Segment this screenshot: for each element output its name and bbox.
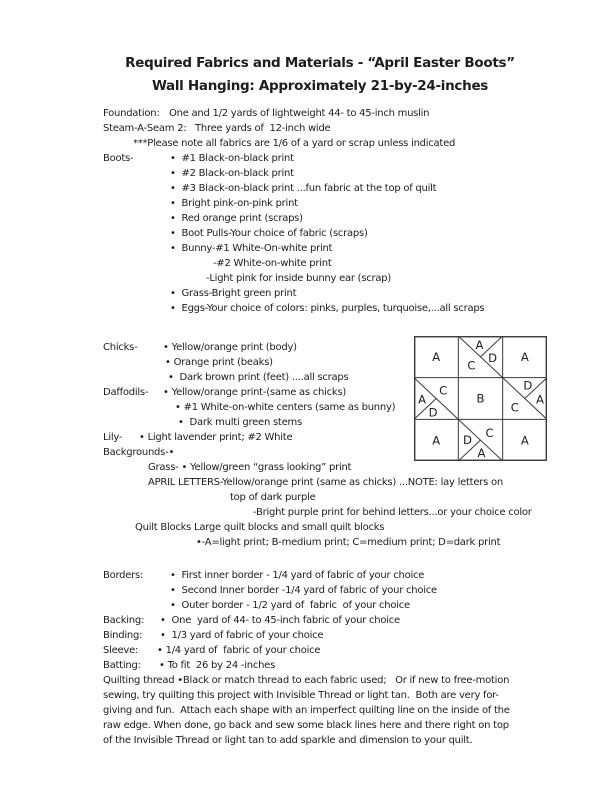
list-item: • Bright pink-on-pink print xyxy=(170,198,298,209)
batting-label: Batting: xyxy=(103,660,141,671)
list-item: • Outer border - 1/2 yard of fabric of your choice xyxy=(170,600,410,611)
list-item: • #1 White-on-white centers (same as bunny) xyxy=(175,402,396,413)
steam-a-seam-label: Steam-A-Seam 2: xyxy=(103,123,187,134)
block-letter: D xyxy=(523,378,533,393)
block-letter: C xyxy=(485,425,494,440)
backing-line xyxy=(103,613,612,628)
daffodils-label: Daffodils- xyxy=(103,387,149,398)
binding-line xyxy=(103,628,612,643)
block-letter: A xyxy=(477,445,486,460)
block-key-line: •-A=light print; B-medium print; C=medium print; D=dark print xyxy=(196,537,501,548)
backing-label: Backing: xyxy=(103,615,145,626)
steam-a-seam-text: Three yards of 12-inch wide xyxy=(195,123,331,134)
block-letter: B xyxy=(476,391,485,406)
quilting-thread-paragraph-line: giving and fun. Attach each shape with an imperfect quilting line on the inside of the xyxy=(103,705,510,716)
block-letter: D xyxy=(428,405,438,420)
list-item: • 1/4 yard of fabric of your choice xyxy=(157,645,321,656)
document-title xyxy=(90,0,550,98)
list-item: • Yellow/orange print-(same as chicks) xyxy=(163,387,347,398)
chicks-label: Chicks- xyxy=(103,342,138,353)
title-line-2: Wall Hanging: Approximately 21-by-24-inches xyxy=(151,78,489,94)
list-item: • Grass-Bright green print xyxy=(170,288,297,299)
block-letter: A xyxy=(432,350,441,365)
binding-label: Binding: xyxy=(103,630,143,641)
fabrics-note: ***Please note all fabrics are 1/6 of a yard or scrap unless indicated xyxy=(133,138,456,149)
block-letter: A xyxy=(535,392,544,407)
title-line-1: Required Fabrics and Materials - “April Easter Boots” xyxy=(125,55,515,71)
list-subitem: -Light pink for inside bunny ear (scrap) xyxy=(206,273,392,284)
bright-purple-line: -Bright purple print for behind letters...or your choice color xyxy=(253,507,532,518)
sleeve-line xyxy=(103,643,612,658)
list-item: • Red orange print (scraps) xyxy=(170,213,303,224)
block-letter: C xyxy=(467,358,476,373)
quilting-thread-paragraph-line: sewing, try quilting this project with Invisible Thread or light tan. Both are very for- xyxy=(103,690,499,701)
list-subitem: -#2 White-on-white print xyxy=(213,258,332,269)
list-item: • Second Inner border -1/4 yard of fabric of your choice xyxy=(170,585,437,596)
quilting-thread-paragraph-line: Quilting thread •Black or match thread to each fabric used; Or if new to free-motion xyxy=(103,675,510,686)
quilt-blocks-line: Quilt Blocks Large quilt blocks and small quilt blocks xyxy=(135,522,385,533)
quilt-block-svg xyxy=(414,336,547,461)
block-letter: A xyxy=(475,338,484,353)
lily-label: Lily- xyxy=(103,432,123,443)
block-letter: D xyxy=(462,432,472,447)
boots-section-line xyxy=(103,151,612,166)
list-item: • #2 Black-on-black print xyxy=(170,168,294,179)
backgrounds-grass-line: Grass- • Yellow/green “grass looking” print xyxy=(148,462,352,473)
foundation-line xyxy=(103,106,612,121)
list-item: • Eggs-Your choice of colors: pinks, purples, turquoise,...all scraps xyxy=(170,303,485,314)
steam-a-seam-line xyxy=(103,121,612,136)
borders-section-line xyxy=(103,568,612,583)
list-item: • Bunny-#1 White-On-white print xyxy=(170,243,333,254)
list-item: • Dark multi green stems xyxy=(178,417,302,428)
block-letter: C xyxy=(439,383,448,398)
list-item: • First inner border - 1/4 yard of fabric of your choice xyxy=(170,570,425,581)
foundation-text: One and 1/2 yards of lightweight 44- to 45-inch muslin xyxy=(169,108,430,119)
april-letters-continuation: top of dark purple xyxy=(230,492,316,503)
block-letter: A xyxy=(520,433,529,448)
quilt-block-diagram xyxy=(414,336,547,465)
list-item: • Dark brown print (feet) ....all scraps xyxy=(168,372,349,383)
boots-label: Boots- xyxy=(103,153,134,164)
batting-line xyxy=(103,658,612,673)
quilting-thread-paragraph-line: of the Invisible Thread or light tan to add sparkle and dimension to your quilt. xyxy=(103,735,473,746)
april-letters-line: APRIL LETTERS-Yellow/orange print (same as chicks) ...NOTE: lay letters on xyxy=(148,477,503,488)
sleeve-label: Sleeve: xyxy=(103,645,139,656)
borders-label: Borders: xyxy=(103,570,144,581)
list-item: • One yard of 44- to 45-inch fabric of your choice xyxy=(160,615,400,626)
block-letter: A xyxy=(520,350,529,365)
block-letter: A xyxy=(418,392,427,407)
list-item: • #3 Black-on-black print ...fun fabric at the top of quilt xyxy=(170,183,437,194)
backgrounds-section-label: Backgrounds-• xyxy=(103,447,175,458)
list-item: • 1/3 yard of fabric of your choice xyxy=(160,630,324,641)
list-item: • To fit 26 by 24 -inches xyxy=(159,660,276,671)
list-item: • Yellow/orange print (body) xyxy=(163,342,297,353)
list-item: • Light lavender print; #2 White xyxy=(139,432,293,443)
quilting-thread-paragraph-line: raw edge. When done, go back and sew some black lines here and there right on top xyxy=(103,720,509,731)
block-letter: D xyxy=(488,351,498,366)
list-item: • Boot Pulls-Your choice of fabric (scraps) xyxy=(170,228,368,239)
foundation-label: Foundation: xyxy=(103,108,160,119)
block-letter: A xyxy=(432,433,441,448)
list-item: • Orange print (beaks) xyxy=(165,357,273,368)
block-letter: C xyxy=(510,400,519,415)
list-item: • #1 Black-on-black print xyxy=(170,153,294,164)
